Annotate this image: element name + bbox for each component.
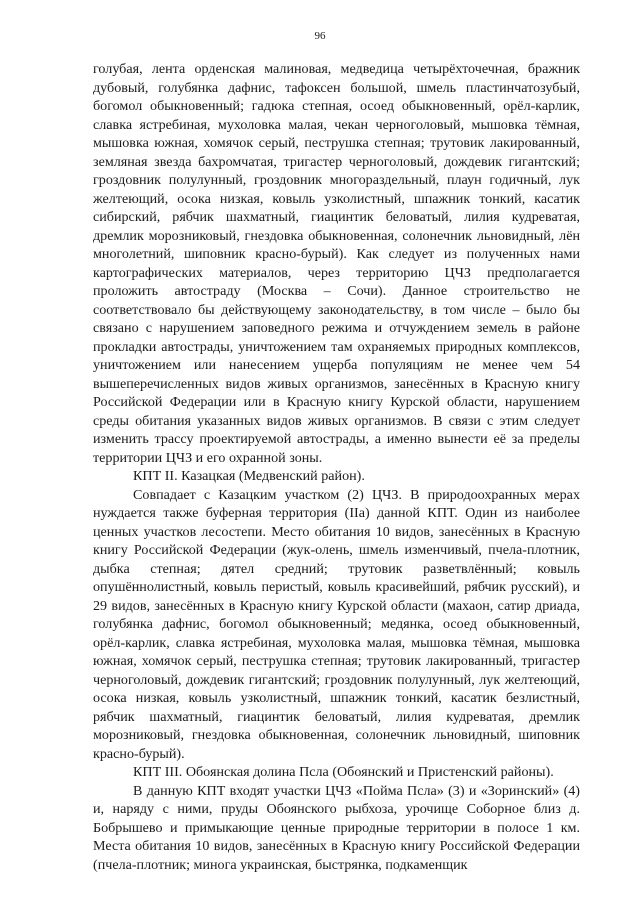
paragraph-5: В данную КПТ входят участки ЦЧЗ «Пойма Псла» (3) и «Зоринский» (4) и, наряду с ними, пруды Обоянского рыбхоза, урочище Соборное близ д. Бобрышево и примыкающие ценные природные территории в полосе 1 км. Места обитания 10 видов, занесённых в Красную книгу Российской Федерации (пчела-плотник; минога украинская, быстрянка, подкаменщик [93, 782, 580, 873]
paragraph-3: Совпадает с Казацким участком (2) ЦЧЗ. В природоохранных мерах нуждается также буферная территория (IIа) данной КПТ. Один из наиболее ценных участков лесостепи. Место обитания 10 видов, занесённых в Красную книгу Российской Федерации (жук-олень, шмель изменчивый, пчела-плотник, дыбка степная; дятел средний; трутовик разветвлённый; ковыль опушённолистный, ковыль перистый, ковыль красивейший, рябчик русский), и 29 видов, занесённых в Красную книгу Курской области (махаон, сатир дриада, голубянка дафнис, богомол обыкновенный; медянка, осоед обыкновенный, орёл-карлик, славка ястребиная, мухоловка малая, мышовка тёмная, мышовка южная, хомячок серый, пеструшка степная; трутовик лакированный, тригастер черноголовый, дождевик гигантский; гроздовник полулунный, лук желтеющий, осока низкая, ковыль узколистный, шпажник тонкий, касатик безлистный, рябчик шахматный, гиацинтик беловатый, лилия кудреватая, дремлик морозниковый, гнездовка обыкновенная, солонечник льновидный, шиповник красно-бурый). [93, 486, 580, 762]
page-number: 96 [314, 30, 326, 42]
document-body [93, 60, 580, 874]
paragraph-1: голубая, лента орденская малиновая, медведица четырёхточечная, бражник дубовый, голубянка дафнис, тафоксен большой, шмель пластинчатозубый, богомол обыкновенный; гадюка степная, осоед обыкновенный, орёл-карлик, славка ястребиная, мухоловка малая, чекан черноголовый, мышовка тёмная, мышовка южная, хомячок серый, пеструшка степная; трутовик лакированный, земляная звезда бахромчатая, тригастер черноголовый, дождевик гигантский; гроздовник полулунный, гроздовник многораздельный, плаун годичный, лук желтеющий, осока низкая, ковыль узколистный, шпажник тонкий, касатик сибирский, рябчик шахматный, гиацинтик беловатый, лилия кудреватая, дремлик морозниковый, гнездовка обыкновенная, солонечник льновидный, лён многолетний, шиповник красно-бурый). Как следует из полученных нами картографических материалов, через территорию ЦЧЗ предполагается проложить автостраду (Москва – Сочи). Данное строительство не соответствовало бы действующему законодательству, в том числе – было бы связано с нарушением заповедного режима и отчуждением земель в районе прокладки автострады, уничтожением там охраняемых природных комплексов, уничтожением или нанесением ущерба популяциям не менее чем 54 вышеперечисленных видов живых организмов, занесённых в Красную книгу Российской Федерации или в Красную книгу Курской области, нарушением среды обитания указанных видов живых организмов. В связи с этим следует изменить трассу проектируемой автострады, а именно вынести её за пределы территории ЦЧЗ и его охранной зоны. [93, 61, 580, 466]
paragraph-4-heading: КПТ III. Обоянская долина Псла (Обоянский и Пристенский районы). [133, 764, 554, 780]
paragraph-2-heading: КПТ II. Казацкая (Медвенский район). [133, 468, 365, 484]
